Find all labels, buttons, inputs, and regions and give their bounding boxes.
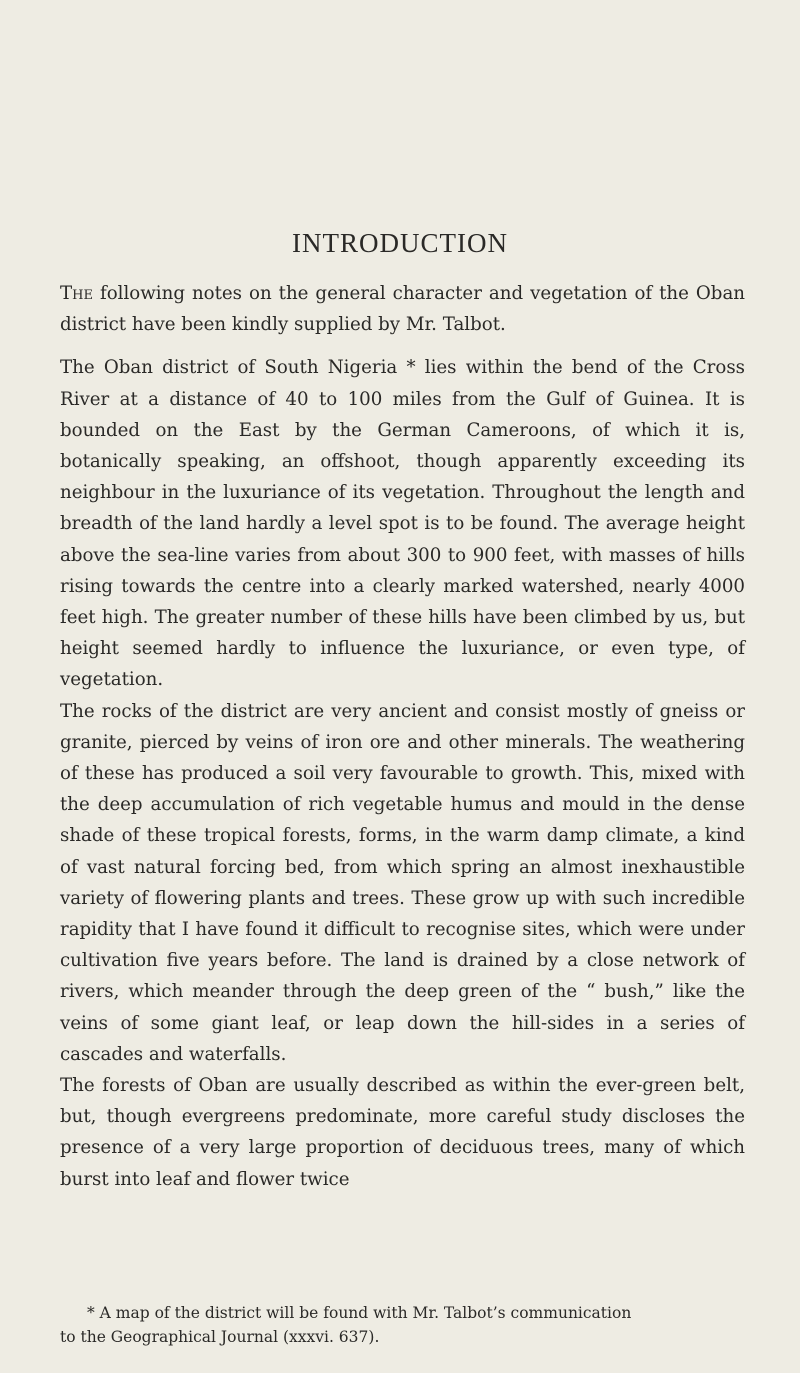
paragraph-1-lead: The: [60, 283, 93, 304]
page-title: INTRODUCTION: [292, 228, 508, 258]
footnote: [60, 1301, 745, 1349]
paragraph-3: The rocks of the district are very ancient and consist mostly of gneiss or granite, pierced by veins of iron ore and other minerals. The weathering of these has produced a soil very favourable to growth. This, mixed with the deep accumulation of rich vegetable humus and mould in the dense shade of these tropical forests, forms, in the warm damp climate, a kind of vast natural forcing bed, from which spring an almost inexhaustible variety of flowering plants and trees. These grow up with such incredible rapidity that I have found it difficult to recognise sites, which were under cultivation five years before. The land is drained by a close network of rivers, which meander through the deep green of the “ bush,” like the veins of some giant leaf, or leap down the hill-sides in a series of cascades and waterfalls.: [60, 700, 745, 1065]
body-text: [60, 278, 745, 1195]
footnote-line-1: * A map of the district will be found with Mr. Talbot’s communication: [87, 1304, 632, 1322]
footnote-line-2: to the Geographical Journal (xxxvi. 637).: [60, 1328, 380, 1346]
paragraph-1: [60, 278, 745, 340]
paragraph-4: The forests of Oban are usually described as within the ever-green belt, but, though evergreens predominate, more careful study discloses the presence of a very large proportion of deciduous trees, many of which burst into leaf and flower twice: [60, 1075, 745, 1190]
paragraph-1-text: following notes on the general character and vegetation of the Oban district have been kindly supplied by Mr. Talbot.: [60, 283, 745, 336]
paragraph-2: The Oban district of South Nigeria * lies within the bend of the Cross River at a distance of 40 to 100 miles from the Gulf of Guinea. It is bounded on the East by the German Cameroons, of which it is, botanically speaking, an offshoot, though apparently exceeding its neighbour in the luxuriance of its vegetation. Throughout the length and breadth of the land hardly a level spot is to be found. The average height above the sea-line varies from about 300 to 900 feet, with masses of hills rising towards the centre into a clearly marked watershed, nearly 4000 feet high. The greater number of these hills have been climbed by us, but height seemed hardly to influence the luxuriance, or even type, of vegetation.: [60, 357, 745, 691]
